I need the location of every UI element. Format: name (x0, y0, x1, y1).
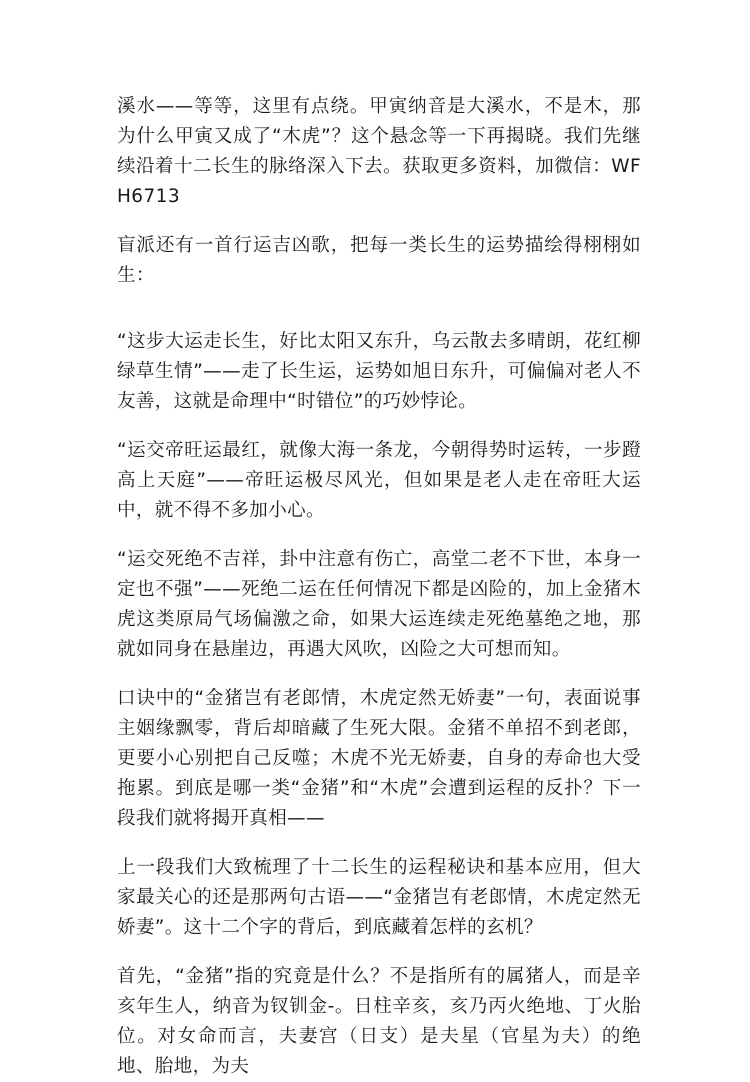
paragraph-3: “这步大运走长生，好比太阳又东升，乌云散去多晴朗，花红柳绿草生情”——走了长生运，运势如旭日东升，可偏偏对老人不友善，这就是命理中“时错位”的巧妙悖论。 (117, 331, 641, 412)
paragraph-7: 上一段我们大致梳理了十二长生的运程秘诀和基本应用，但大家最关心的还是那两句古语——“金猪岂有老郎情，木虎定然无娇妻”。这十二个字的背后，到底藏着怎样的玄机？ (117, 857, 641, 938)
document-body (117, 92, 641, 1082)
paragraph-8: 首先，“金猪”指的究竟是什么？不是指所有的属猪人，而是辛亥年生人，纳音为钗钏金-。日柱辛亥，亥乃丙火绝地、丁火胎位。对女命而言，夫妻宫（日支）是夫星（官星为夫）的绝地、胎地，为夫 (117, 966, 641, 1077)
paragraph-4: “运交帝旺运最红，就像大海一条龙，今朝得势时运转，一步蹬高上天庭”——帝旺运极尽风光，但如果是老人走在帝旺大运中，就不得不多加小心。 (117, 440, 641, 521)
paragraph-6: 口诀中的“金猪岂有老郎情，木虎定然无娇妻”一句，表面说事主姻缘飘零，背后却暗藏了生死大限。金猪不单招不到老郎，更要小心别把自己反噬；木虎不光无娇妻，自身的寿命也大受拖累。到底是哪一类“金猪”和“木虎”会遭到运程的反扑？下一段我们就将揭开真相—— (117, 688, 641, 829)
paragraph-2: 盲派还有一首行运吉凶歌，把每一类长生的运势描绘得栩栩如生： (117, 235, 641, 286)
paragraph-5: “运交死绝不吉祥，卦中注意有伤亡，高堂二老不下世，本身一定也不强”——死绝二运在任何情况下都是凶险的，加上金猪木虎这类原局气场偏激之命，如果大运连续走死绝墓绝之地，那就如同身在悬崖边，再遇大风吹，凶险之大可想而知。 (117, 549, 641, 660)
paragraph-1: 溪水——等等，这里有点绕。甲寅纳音是大溪水，不是木，那为什么甲寅又成了“木虎”？这个悬念等一下再揭晓。我们先继续沿着十二长生的脉络深入下去。获取更多资料，加微信：WFH6713 (117, 96, 641, 207)
